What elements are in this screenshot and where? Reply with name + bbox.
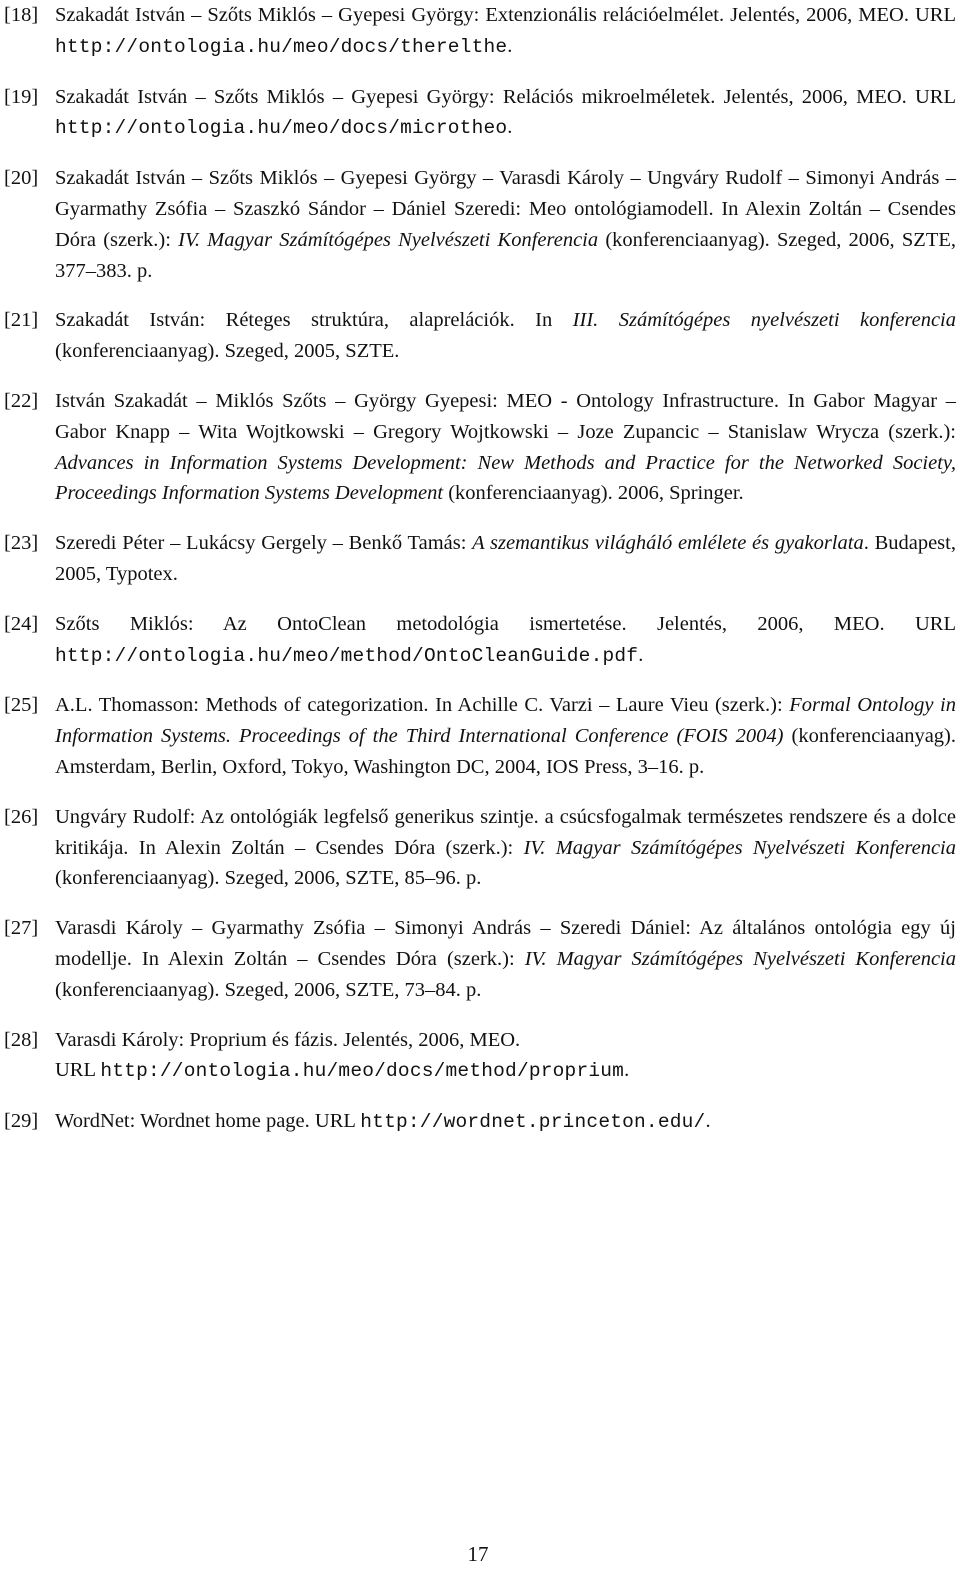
reference-segment: .: [638, 643, 644, 666]
reference-number: [24]: [4, 612, 39, 635]
reference-title: Formal Ontology in Information Systems. Proceedings of the Third International Conference (FOIS 2004): [55, 694, 956, 748]
reference-number: [26]: [4, 805, 39, 828]
reference-segment: (konferenciaanyag). Szeged, 2006, SZTE, 377–383. p.: [55, 228, 956, 282]
reference-segment: Varasdi Károly: Proprium és fázis. Jelentés, 2006, MEO.: [55, 1028, 521, 1051]
reference-segment: .: [507, 116, 513, 139]
reference-segment: (konferenciaanyag). Szeged, 2006, SZTE, 73–84. p.: [55, 978, 482, 1001]
reference-number: [25]: [4, 694, 39, 717]
reference-text: [55, 609, 956, 672]
reference-item: [0, 386, 956, 509]
reference-item: [0, 690, 956, 782]
reference-segment: Szakadát István – Szőts Miklós – Gyepesi György: Extenzionális relációelmélet. Jelentés, 2006, MEO. URL: [55, 4, 956, 26]
reference-url: http://wordnet.princeton.edu/: [360, 1111, 706, 1134]
reference-segment: WordNet: Wordnet home page. URL: [55, 1110, 361, 1133]
reference-title: IV. Magyar Számítógépes Nyelvészeti Konferencia: [178, 228, 599, 251]
reference-text: [55, 1106, 956, 1138]
reference-segment: Ungváry Rudolf: Az ontológiák legfelső generikus szintje. a csúcsfogalmak természetes rendszere és a dolce kritikája. In Alexin Zoltán – Csendes Dóra (szerk.):: [55, 805, 956, 859]
reference-text: [55, 913, 956, 1005]
reference-url: http://ontologia.hu/meo/docs/method/proprium: [100, 1060, 625, 1083]
reference-text: [55, 528, 956, 590]
reference-segment: (konferenciaanyag). Szeged, 2005, SZTE.: [55, 340, 400, 363]
reference-title: IV. Magyar Számítógépes Nyelvészeti Konferencia: [524, 947, 957, 970]
reference-item: [0, 1106, 956, 1138]
reference-text: [55, 82, 956, 145]
reference-url: http://ontologia.hu/meo/method/OntoCleanGuide.pdf: [55, 644, 639, 667]
reference-segment: .: [507, 34, 513, 57]
reference-item: [0, 802, 956, 894]
reference-segment: Szakadát István – Szőts Miklós – Gyepesi György: Relációs mikroelméletek. Jelentés, 2006, MEO. URL: [55, 85, 956, 108]
reference-segment: Szakadát István – Szőts Miklós – Gyepesi György – Varasdi Károly – Ungváry Rudolf – Simonyi András – Gyarmathy Zsófia – Szaszkó Sándor – Dániel Szeredi: Meo ontológiamodell. In Alexin Zoltán – Csendes Dóra (szerk.):: [55, 167, 956, 251]
reference-text: [55, 305, 956, 367]
reference-text: [55, 0, 956, 63]
reference-item: [0, 305, 956, 367]
reference-item: [0, 163, 956, 286]
reference-segment: A.L. Thomasson: Methods of categorization. In Achille C. Varzi – Laure Vieu (szerk.):: [55, 694, 790, 717]
reference-item: [0, 0, 956, 63]
reference-text: [55, 386, 956, 509]
reference-url: http://ontologia.hu/meo/docs/microtheo: [55, 117, 508, 140]
reference-item: [0, 913, 956, 1005]
reference-number: [29]: [4, 1110, 39, 1133]
reference-title: Advances in Information Systems Development: New Methods and Practice for the Networked Society, Proceedings Information Systems Development: [55, 451, 956, 505]
reference-title: IV. Magyar Számítógépes Nyelvészeti Konferencia: [523, 836, 957, 859]
reference-number: [19]: [4, 85, 39, 108]
reference-item: [0, 609, 956, 672]
reference-segment: István Szakadát – Miklós Szőts – György Gyepesi: MEO - Ontology Infrastructure. In Gabor Magyar – Gabor Knapp – Wita Wojtkowski – Gregory Wojtkowski – Joze Zupancic – Stanislaw Wrycza (szerk.):: [55, 389, 956, 443]
page-number: 17: [467, 1542, 489, 1566]
reference-number: [20]: [4, 167, 39, 190]
reference-segment: Szeredi Péter – Lukácsy Gergely – Benkő Tamás:: [55, 532, 473, 555]
reference-text: [55, 802, 956, 894]
reference-segment: Varasdi Károly – Gyarmathy Zsófia – Simonyi András – Szeredi Dániel: Az általános ontológia egy új modellje. In Alexin Zoltán – Csendes Dóra (szerk.):: [55, 917, 956, 970]
reference-segment: (konferenciaanyag). 2006, Springer.: [443, 482, 744, 505]
reference-title: III. Számítógépes nyelvészeti konferencia: [572, 309, 956, 332]
reference-segment: (konferenciaanyag). Amsterdam, Berlin, Oxford, Tokyo, Washington DC, 2004, IOS Press, 3–16. p.: [55, 725, 956, 778]
reference-number: [27]: [4, 917, 39, 940]
reference-number: [28]: [4, 1028, 39, 1051]
reference-number: [21]: [4, 309, 39, 332]
reference-title: A szemantikus világháló emlélete és gyakorlata: [472, 532, 864, 555]
reference-segment: (konferenciaanyag). Szeged, 2006, SZTE, 85–96. p.: [55, 867, 482, 890]
reference-item: [0, 82, 956, 145]
reference-segment: . Budapest, 2005, Typotex.: [55, 532, 956, 585]
reference-number: [22]: [4, 389, 39, 412]
reference-item: [0, 528, 956, 590]
reference-segment: .: [624, 1059, 630, 1082]
reference-segment: Szőts Miklós: Az OntoClean metodológia ismertetése. Jelentés, 2006, MEO. URL: [55, 612, 956, 635]
reference-number: [18]: [4, 4, 39, 26]
reference-number: [23]: [4, 532, 39, 555]
reference-text: [55, 1025, 956, 1088]
reference-segment: .: [705, 1110, 711, 1133]
reference-text: [55, 163, 956, 286]
reference-segment: URL: [55, 1059, 101, 1082]
reference-url: http://ontologia.hu/meo/docs/therelthe: [55, 35, 508, 58]
reference-text: [55, 690, 956, 782]
reference-item: [0, 1025, 956, 1088]
reference-segment: Szakadát István: Réteges struktúra, alaprelációk. In: [55, 309, 573, 332]
